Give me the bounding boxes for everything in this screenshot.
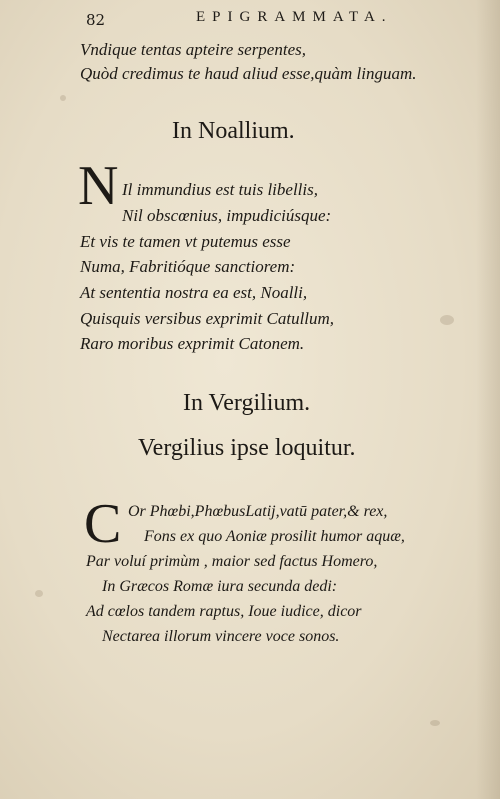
verse-line: Nil obscœnius, impudiciúsque: xyxy=(122,206,332,225)
ink-speck xyxy=(35,590,43,597)
verse-line: Il immundius est tuis libellis, xyxy=(122,180,318,199)
verse-line: Et vis te tamen vt putemus esse xyxy=(80,232,291,251)
drop-cap: C xyxy=(84,493,122,555)
verse-line: Quisquis versibus exprimit Catullum, xyxy=(80,309,335,328)
drop-cap: N xyxy=(78,155,119,217)
page-number: 82 xyxy=(86,11,106,29)
epigram-title: In Vergilium. xyxy=(183,390,311,416)
ink-speck xyxy=(440,315,454,325)
verse-line: Ad cœlos tandem raptus, Ioue iudice, dicor xyxy=(86,603,362,620)
continuation-line: Vndique tentas apteire serpentes, xyxy=(80,40,306,59)
page-gutter-shadow xyxy=(476,0,500,799)
verse-line: In Græcos Romæ iura secunda dedi: xyxy=(102,578,338,595)
ink-speck xyxy=(60,95,66,101)
epigram-subtitle: Vergilius ipse loquitur. xyxy=(138,435,356,461)
verse-line: Or Phœbi,PhœbusLatij,vatū pater,& rex, xyxy=(128,503,388,520)
running-head: EPIGRAMMATA. xyxy=(196,9,393,25)
verse-line: Nectarea illorum vincere voce sonos. xyxy=(102,628,340,645)
verse-line: Fons ex quo Aoniæ prosilit humor aquæ, xyxy=(144,528,405,545)
verse-line: Raro moribus exprimit Catonem. xyxy=(80,334,305,353)
epigram-title: In Noallium. xyxy=(172,118,295,144)
verse-line: Par voluí primùm , maior sed factus Homero, xyxy=(86,553,378,570)
ink-speck xyxy=(430,720,440,726)
continuation-line: Quòd credimus te haud aliud esse,quàm linguam. xyxy=(80,64,417,83)
verse-line: At sententia nostra ea est, Noalli, xyxy=(80,283,308,302)
verse-line: Numa, Fabritióque sanctiorem: xyxy=(80,257,296,276)
